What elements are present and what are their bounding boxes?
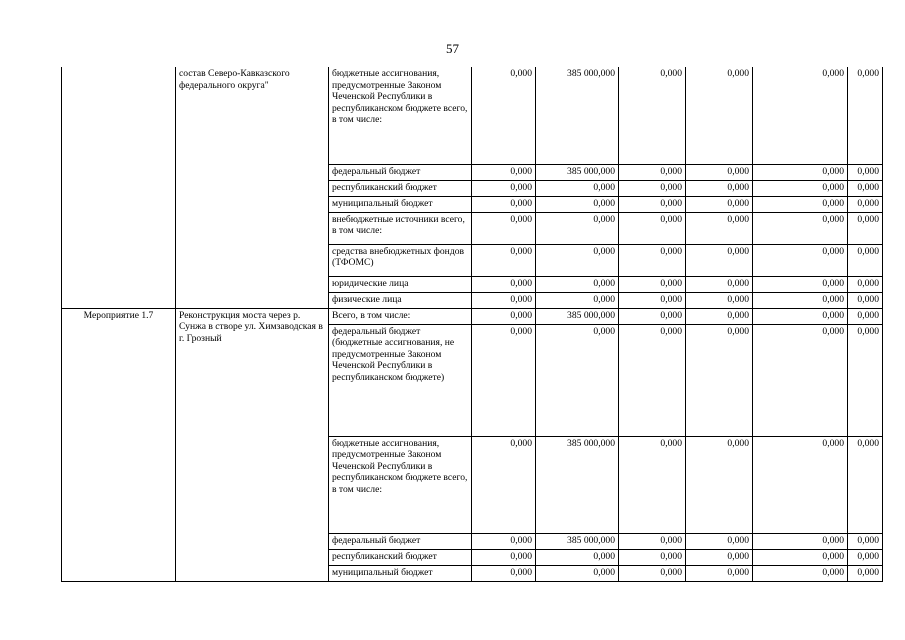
value-cell: 0,000 xyxy=(686,549,753,565)
value-cell: 0,000 xyxy=(753,276,848,292)
value-cell: 0,000 xyxy=(753,324,848,436)
value-cell: 0,000 xyxy=(753,244,848,276)
value-cell: 0,000 xyxy=(619,565,686,581)
value-cell: 0,000 xyxy=(686,565,753,581)
value-cell: 0,000 xyxy=(536,292,619,308)
value-cell: 0,000 xyxy=(753,196,848,212)
funding-source-cell: бюджетные ассигнования, предусмотренные Законом Чеченской Республики в республиканском бюджете всего, в том числе: xyxy=(329,436,472,533)
value-cell: 0,000 xyxy=(472,276,536,292)
value-cell: 0,000 xyxy=(686,308,753,324)
value-cell: 385 000,000 xyxy=(536,436,619,533)
funding-source-cell: средства внебюджетных фондов (ТФОМС) xyxy=(329,244,472,276)
funding-source-cell: муниципальный бюджет xyxy=(329,196,472,212)
value-cell: 0,000 xyxy=(686,324,753,436)
value-cell: 0,000 xyxy=(686,164,753,180)
value-cell: 0,000 xyxy=(686,67,753,164)
value-cell: 0,000 xyxy=(753,67,848,164)
funding-source-cell: федеральный бюджет xyxy=(329,164,472,180)
value-cell: 0,000 xyxy=(753,180,848,196)
value-cell: 0,000 xyxy=(848,565,883,581)
table-row xyxy=(62,67,883,164)
value-cell: 0,000 xyxy=(472,565,536,581)
table-body xyxy=(62,67,883,581)
value-cell: 0,000 xyxy=(848,436,883,533)
value-cell: 0,000 xyxy=(753,533,848,549)
value-cell: 0,000 xyxy=(472,164,536,180)
value-cell: 0,000 xyxy=(619,549,686,565)
value-cell: 385 000,000 xyxy=(536,67,619,164)
value-cell: 0,000 xyxy=(472,67,536,164)
value-cell: 0,000 xyxy=(848,308,883,324)
value-cell: 0,000 xyxy=(848,180,883,196)
value-cell: 0,000 xyxy=(472,244,536,276)
funding-source-cell: бюджетные ассигнования, предусмотренные Законом Чеченской Республики в республиканском бюджете всего, в том числе: xyxy=(329,67,472,164)
value-cell: 0,000 xyxy=(619,308,686,324)
value-cell: 0,000 xyxy=(686,436,753,533)
value-cell: 0,000 xyxy=(753,308,848,324)
value-cell: 0,000 xyxy=(472,324,536,436)
value-cell: 0,000 xyxy=(686,292,753,308)
value-cell: 0,000 xyxy=(536,244,619,276)
value-cell: 385 000,000 xyxy=(536,533,619,549)
value-cell: 0,000 xyxy=(686,276,753,292)
funding-source-cell: республиканский бюджет xyxy=(329,180,472,196)
value-cell: 0,000 xyxy=(848,244,883,276)
value-cell: 0,000 xyxy=(472,533,536,549)
value-cell: 0,000 xyxy=(848,196,883,212)
funding-source-cell: федеральный бюджет xyxy=(329,533,472,549)
value-cell: 0,000 xyxy=(619,533,686,549)
value-cell: 0,000 xyxy=(536,196,619,212)
funding-source-cell: муниципальный бюджет xyxy=(329,565,472,581)
value-cell: 0,000 xyxy=(848,533,883,549)
value-cell: 0,000 xyxy=(848,292,883,308)
value-cell: 0,000 xyxy=(753,549,848,565)
value-cell: 0,000 xyxy=(536,180,619,196)
value-cell: 0,000 xyxy=(619,164,686,180)
event-cell xyxy=(62,67,176,308)
value-cell: 0,000 xyxy=(472,180,536,196)
table-row xyxy=(62,308,883,324)
value-cell: 0,000 xyxy=(472,292,536,308)
value-cell: 0,000 xyxy=(536,324,619,436)
value-cell: 0,000 xyxy=(848,324,883,436)
funding-source-cell: федеральный бюджет (бюджетные ассигнования, не предусмотренные Законом Чеченской Республики в республиканском бюджете) xyxy=(329,324,472,436)
value-cell: 0,000 xyxy=(472,549,536,565)
value-cell: 385 000,000 xyxy=(536,308,619,324)
value-cell: 0,000 xyxy=(686,533,753,549)
event-name-cell: состав Северо-Кавказского федерального округа" xyxy=(176,67,329,308)
funding-source-cell: республиканский бюджет xyxy=(329,549,472,565)
value-cell: 0,000 xyxy=(619,436,686,533)
value-cell: 0,000 xyxy=(753,565,848,581)
value-cell: 0,000 xyxy=(472,196,536,212)
budget-table xyxy=(61,67,883,582)
value-cell: 0,000 xyxy=(472,212,536,244)
value-cell: 0,000 xyxy=(536,276,619,292)
value-cell: 385 000,000 xyxy=(536,164,619,180)
value-cell: 0,000 xyxy=(848,67,883,164)
value-cell: 0,000 xyxy=(619,196,686,212)
value-cell: 0,000 xyxy=(848,212,883,244)
value-cell: 0,000 xyxy=(536,565,619,581)
value-cell: 0,000 xyxy=(619,180,686,196)
value-cell: 0,000 xyxy=(848,164,883,180)
value-cell: 0,000 xyxy=(686,244,753,276)
value-cell: 0,000 xyxy=(753,436,848,533)
value-cell: 0,000 xyxy=(536,549,619,565)
value-cell: 0,000 xyxy=(619,244,686,276)
value-cell: 0,000 xyxy=(536,212,619,244)
value-cell: 0,000 xyxy=(472,308,536,324)
funding-source-cell: юридические лица xyxy=(329,276,472,292)
value-cell: 0,000 xyxy=(753,212,848,244)
funding-source-cell: внебюджетные источники всего, в том числе: xyxy=(329,212,472,244)
event-cell: Мероприятие 1.7 xyxy=(62,308,176,581)
value-cell: 0,000 xyxy=(848,549,883,565)
funding-source-cell: Всего, в том числе: xyxy=(329,308,472,324)
value-cell: 0,000 xyxy=(619,212,686,244)
value-cell: 0,000 xyxy=(619,276,686,292)
value-cell: 0,000 xyxy=(619,292,686,308)
value-cell: 0,000 xyxy=(848,276,883,292)
funding-source-cell: физические лица xyxy=(329,292,472,308)
value-cell: 0,000 xyxy=(753,164,848,180)
value-cell: 0,000 xyxy=(753,292,848,308)
event-name-cell: Реконструкция моста через р. Сунжа в створе ул. Химзаводская в г. Грозный xyxy=(176,308,329,581)
value-cell: 0,000 xyxy=(686,180,753,196)
value-cell: 0,000 xyxy=(472,436,536,533)
page-number: 57 xyxy=(446,41,459,56)
value-cell: 0,000 xyxy=(619,67,686,164)
value-cell: 0,000 xyxy=(619,324,686,436)
value-cell: 0,000 xyxy=(686,212,753,244)
value-cell: 0,000 xyxy=(686,196,753,212)
